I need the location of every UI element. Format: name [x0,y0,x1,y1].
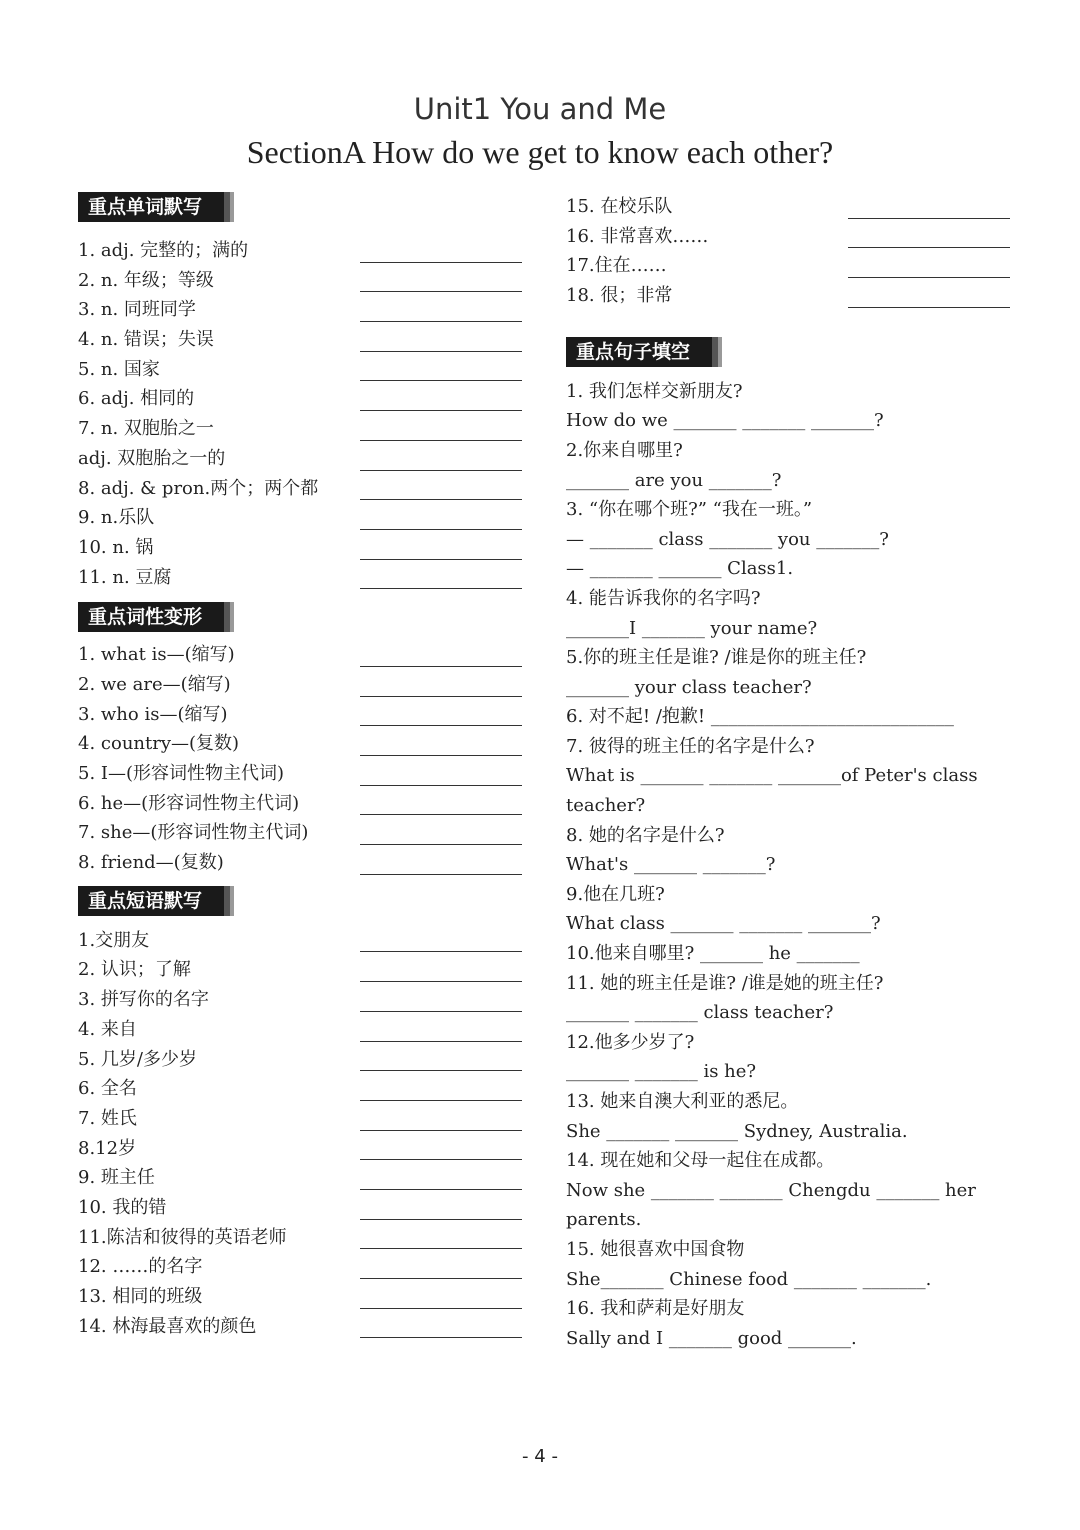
left-column [78,192,528,1341]
words-list [78,236,528,592]
sentence-line: _______ _______ class teacher? [566,1002,834,1024]
sentence-line: 9.他在几班? [566,883,665,905]
item-prompt: 4. n. 错误；失误 [78,329,214,351]
exercise-item [78,1045,528,1075]
page-number: - 4 - [522,1446,558,1467]
answer-blank[interactable] [360,1070,522,1071]
item-prompt: 8.12岁 [78,1137,137,1159]
sentence-line: 12.他多少岁了? [566,1031,695,1053]
exercise-item [78,1252,528,1282]
item-prompt: 10. 我的错 [78,1196,167,1218]
item-prompt: 9. n.乐队 [78,507,155,529]
item-prompt: adj. 双胞胎之一的 [78,447,226,469]
sentence-line: What's _______ _______? [566,854,776,876]
exercise-item [566,281,1016,311]
answer-blank[interactable] [360,1189,522,1190]
exercise-item [78,563,528,593]
sentence-line: How do we _______ _______ _______? [566,410,884,432]
exercise-item [566,192,1016,222]
section-header-words: 重点单词默写 [78,192,224,222]
sentence-line: Sally and I _______ good _______. [566,1327,857,1349]
answer-blank[interactable] [360,666,522,667]
sentence-line: 3. “你在哪个班?” “我在一班。” [566,499,813,521]
item-prompt: 6. 全名 [78,1078,137,1100]
sentence-line: She_______ Chinese food _______ _______. [566,1268,932,1290]
exercise-item [78,985,528,1015]
sentence-line: parents. [566,1209,642,1231]
item-prompt: 7. n. 双胞胎之一 [78,418,214,440]
exercise-item [78,1134,528,1164]
item-prompt: 12. ……的名字 [78,1256,203,1278]
item-prompt: 17.住在…… [566,255,667,277]
answer-blank[interactable] [360,725,522,726]
sentence-line: Now she _______ _______ Chengdu _______ her [566,1179,976,1201]
item-prompt: 16. 非常喜欢…… [566,225,709,247]
sentence-line: 1. 我们怎样交新朋友? [566,380,743,402]
section-header-forms: 重点词性变形 [78,602,224,632]
answer-blank[interactable] [848,218,1010,219]
answer-blank[interactable] [360,696,522,697]
phrases-list-continued [566,192,1016,311]
item-prompt: 14. 林海最喜欢的颜色 [78,1315,257,1337]
sentence-line: 14. 现在她和父母一起住在成都。 [566,1150,835,1172]
answer-blank[interactable] [360,262,522,263]
item-prompt: 8. adj. & pron.两个；两个都 [78,477,319,499]
item-prompt: 18. 很；非常 [566,285,673,307]
answer-blank[interactable] [360,814,522,815]
forms-list [78,640,528,878]
sentence-line: _______I _______ your name? [566,617,818,639]
sentence-line: 16. 我和萨莉是好朋友 [566,1298,745,1320]
answer-blank[interactable] [360,785,522,786]
sentence-line: 10.他来自哪里? _______ he _______ [566,943,860,965]
item-prompt: 11.陈洁和彼得的英语老师 [78,1226,287,1248]
exercise-item [566,251,1016,281]
item-prompt: 2. n. 年级；等级 [78,269,214,291]
answer-blank[interactable] [360,351,522,352]
sentence-line: _______ _______ is he? [566,1061,757,1083]
answer-blank[interactable] [360,470,522,471]
exercise-item [78,1193,528,1223]
exercise-item [78,1282,528,1312]
exercise-item [78,236,528,266]
section-header-phrases: 重点短语默写 [78,886,224,916]
answer-blank[interactable] [360,1041,522,1042]
sentence-line: _______ are you _______? [566,469,782,491]
item-prompt: 3. 拼写你的名字 [78,989,209,1011]
answer-blank[interactable] [848,277,1010,278]
page-subtitle: SectionA How do we get to know each other? [246,134,834,170]
sentences-list [566,377,1016,1354]
answer-blank[interactable] [360,1219,522,1220]
exercise-item [78,1312,528,1342]
sentence-line: 4. 能告诉我你的名字吗? [566,587,761,609]
answer-blank[interactable] [360,1159,522,1160]
answer-blank[interactable] [360,951,522,952]
item-prompt: 5. n. 国家 [78,358,160,380]
answer-blank[interactable] [360,410,522,411]
item-prompt: 10. n. 锅 [78,536,154,558]
answer-blank[interactable] [360,440,522,441]
item-prompt: 4. country—(复数) [78,733,240,755]
exercise-item [78,414,528,444]
sentence-line: 7. 彼得的班主任的名字是什么? [566,735,815,757]
item-prompt: 15. 在校乐队 [566,196,673,217]
exercise-item [78,266,528,296]
sentence-line: What class _______ _______ _______? [566,913,881,935]
answer-blank[interactable] [360,981,522,982]
answer-blank[interactable] [360,1100,522,1101]
answer-blank[interactable] [848,307,1010,308]
item-prompt: 1. adj. 完整的；满的 [78,240,249,261]
exercise-item [78,355,528,385]
answer-blank[interactable] [360,844,522,845]
item-prompt: 7. 姓氏 [78,1107,137,1129]
exercise-item [78,384,528,414]
exercise-item [78,789,528,819]
exercise-item [78,700,528,730]
answer-blank[interactable] [848,247,1010,248]
exercise-item [78,848,528,878]
exercise-item [78,1163,528,1193]
answer-blank[interactable] [360,321,522,322]
answer-blank[interactable] [360,529,522,530]
exercise-item [78,533,528,563]
item-prompt: 6. adj. 相同的 [78,388,195,410]
sentence-line: 11. 她的班主任是谁? /谁是她的班主任? [566,972,884,994]
exercise-item [78,926,528,956]
exercise-item [78,295,528,325]
exercise-item [78,1104,528,1134]
sentence-line: 2.你来自哪里? [566,439,683,461]
answer-blank[interactable] [360,291,522,292]
item-prompt: 2. we are—(缩写) [78,673,231,695]
answer-blank[interactable] [360,1337,522,1338]
item-prompt: 11. n. 豆腐 [78,566,172,588]
sentence-line: — _______ _______ Class1. [566,558,794,580]
answer-blank[interactable] [360,1248,522,1249]
exercise-item [78,729,528,759]
answer-blank[interactable] [360,380,522,381]
answer-blank[interactable] [360,1278,522,1279]
exercise-item [78,1015,528,1045]
exercise-item [78,474,528,504]
item-prompt: 9. 班主任 [78,1167,155,1189]
sentence-line: 15. 她很喜欢中国食物 [566,1238,745,1260]
sentence-line: She _______ _______ Sydney, Australia. [566,1120,908,1142]
exercise-item [78,818,528,848]
item-prompt: 1. what is—(缩写) [78,644,235,666]
sentence-line: 5.你的班主任是谁? /谁是你的班主任? [566,647,867,669]
item-prompt: 4. 来自 [78,1018,137,1040]
item-prompt: 8. friend—(复数) [78,852,224,874]
sentence-line: teacher? [566,795,646,817]
answer-blank[interactable] [360,499,522,500]
item-prompt: 3. who is—(缩写) [78,703,228,725]
answer-blank[interactable] [360,1011,522,1012]
exercise-item [78,670,528,700]
sentence-line: _______ your class teacher? [566,676,812,698]
answer-blank[interactable] [360,1130,522,1131]
item-prompt: 2. 认识；了解 [78,959,191,981]
item-prompt: 7. she—(形容词性物主代词) [78,822,309,844]
exercise-item [78,444,528,474]
item-prompt: 13. 相同的班级 [78,1286,203,1307]
sentence-line: What is _______ _______ _______of Peter's class [566,765,978,787]
exercise-item [78,1074,528,1104]
sentence-line: 6. 对不起! /抱歉! ___________________________ [566,706,954,728]
exercise-item [566,222,1016,252]
exercise-item [78,503,528,533]
exercise-item [78,1223,528,1253]
exercise-item [78,759,528,789]
sentence-line: — _______ class _______ you _______? [566,528,889,550]
answer-blank[interactable] [360,874,522,875]
item-prompt: 1.交朋友 [78,929,150,951]
page-title: Unit1 You and Me [413,92,667,126]
item-prompt: 3. n. 同班同学 [78,299,196,321]
exercise-item [78,955,528,985]
item-prompt: 6. he—(形容词性物主代词) [78,792,300,814]
sentence-line: 13. 她来自澳大利亚的悉尼。 [566,1091,799,1112]
answer-blank[interactable] [360,588,522,589]
exercise-item [78,325,528,355]
answer-blank[interactable] [360,559,522,560]
item-prompt: 5. 几岁/多少岁 [78,1048,197,1070]
right-column [566,192,1016,1353]
phrases-list [78,926,528,1342]
item-prompt: 5. I—(形容词性物主代词) [78,763,285,784]
sentence-line: 8. 她的名字是什么? [566,824,725,846]
answer-blank[interactable] [360,1308,522,1309]
section-header-sentences: 重点句子填空 [566,337,712,367]
exercise-item [78,640,528,670]
answer-blank[interactable] [360,755,522,756]
